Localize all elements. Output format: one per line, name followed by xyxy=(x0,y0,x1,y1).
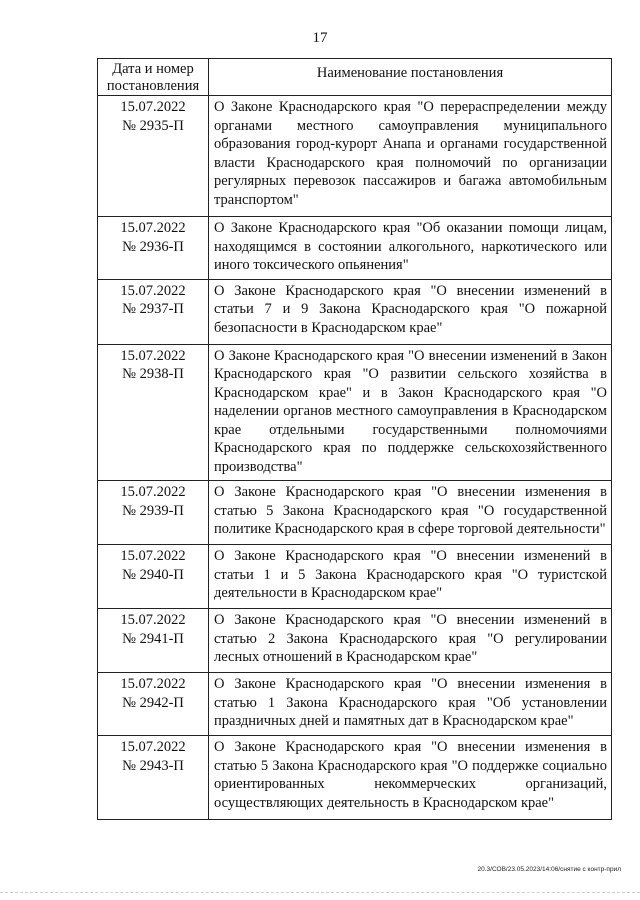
table-row xyxy=(98,217,612,280)
resolution-title: О Законе Краснодарского края "О внесении изменений в статью 2 Закона Краснодарского края "О регулировании лесных отношений в Краснодарском крае" xyxy=(209,609,612,673)
scan-edge-divider xyxy=(0,892,640,893)
resolution-number: № 2940-П xyxy=(122,566,184,583)
resolution-date: 15.07.2022 xyxy=(120,676,186,692)
resolution-title: О Законе Краснодарского края "О внесении изменения в статью 1 Закона Краснодарского края "Об установлении праздничных дней и памятных дат в Краснодарском крае" xyxy=(209,673,612,736)
resolution-title: О Законе Краснодарского края "О внесении изменений в статьи 1 и 5 Закона Краснодарского края "О туристской деятельности в Краснодарском крае" xyxy=(209,545,612,609)
table-row xyxy=(98,673,612,736)
table-row xyxy=(98,609,612,673)
table-row xyxy=(98,344,612,481)
resolution-number: № 2942-П xyxy=(122,694,184,711)
resolution-title: О Законе Краснодарского края "О внесении изменения в статью 5 Закона Краснодарского края "О государственной политике Краснодарского края в сфере торговой деятельности" xyxy=(209,481,612,545)
resolution-title: О Законе Краснодарского края "Об оказании помощи лицам, находящимся в состоянии алкогольного, наркотического или иного токсического опьянения" xyxy=(209,217,612,280)
date-number-cell xyxy=(98,545,209,609)
resolution-number: № 2938-П xyxy=(122,366,184,382)
resolutions-table xyxy=(97,58,612,820)
date-number-cell xyxy=(98,279,209,344)
table-row xyxy=(98,279,612,344)
resolution-date: 15.07.2022 xyxy=(120,612,186,628)
date-number-cell xyxy=(98,609,209,673)
date-number-cell xyxy=(98,673,209,736)
date-number-column-header: Дата и номер постановления xyxy=(98,59,209,96)
resolution-number: № 2936-П xyxy=(122,238,184,255)
resolution-number: № 2935-П xyxy=(122,117,184,134)
resolution-date: 15.07.2022 xyxy=(120,99,186,115)
table-row xyxy=(98,96,612,217)
date-number-cell xyxy=(98,217,209,280)
table-header-row xyxy=(98,59,612,96)
table-row xyxy=(98,481,612,545)
resolution-number: № 2941-П xyxy=(122,630,184,647)
date-number-cell xyxy=(98,481,209,545)
resolution-date: 15.07.2022 xyxy=(120,347,186,364)
resolution-name-column-header: Наименование постановления xyxy=(209,59,612,96)
resolution-date: 15.07.2022 xyxy=(120,220,186,236)
date-number-cell xyxy=(98,344,209,481)
date-number-cell xyxy=(98,736,209,820)
resolution-number: № 2939-П xyxy=(122,502,184,519)
table-row xyxy=(98,736,612,820)
footer-registration-stamp: 20.3/СОВ/23.05.2023/14:06/снятие с контр-прил xyxy=(477,866,621,873)
resolution-date: 15.07.2022 xyxy=(120,484,186,500)
resolution-number: № 2937-П xyxy=(122,301,184,317)
resolution-date: 15.07.2022 xyxy=(120,548,186,564)
table-row xyxy=(98,545,612,609)
resolution-title: О Законе Краснодарского края "О внесении изменения в статью 5 Закона Краснодарского края "О поддержке социально ориентированных некоммерческих организаций, осуществляющих деятельность в Краснодарском крае" xyxy=(209,736,612,820)
resolution-date: 15.07.2022 xyxy=(120,739,186,755)
resolution-title: О Законе Краснодарского края "О внесении изменений в Закон Краснодарского края "О развитии сельского хозяйства в Краснодарском крае" и в Закон Краснодарского края "О наделении органов местного самоуправления в Краснодарском крае отдельными государственными полномочиями Краснодарского края по поддержке сельскохозяйственного производства" xyxy=(209,344,612,481)
resolution-date: 15.07.2022 xyxy=(120,282,186,299)
resolution-title: О Законе Краснодарского края "О перераспределении между органами местного самоуправления муниципального образования город-курорт Анапа и органами государственной власти Краснодарского края полномочий по организации регулярных перевозок пассажиров и багажа автомобильным транспортом" xyxy=(209,96,612,217)
resolution-title: О Законе Краснодарского края "О внесении изменений в статьи 7 и 9 Закона Краснодарского края "О пожарной безопасности в Краснодарском крае" xyxy=(209,279,612,344)
page-number: 17 xyxy=(312,30,328,46)
date-number-cell xyxy=(98,96,209,217)
resolution-number: № 2943-П xyxy=(122,757,184,774)
